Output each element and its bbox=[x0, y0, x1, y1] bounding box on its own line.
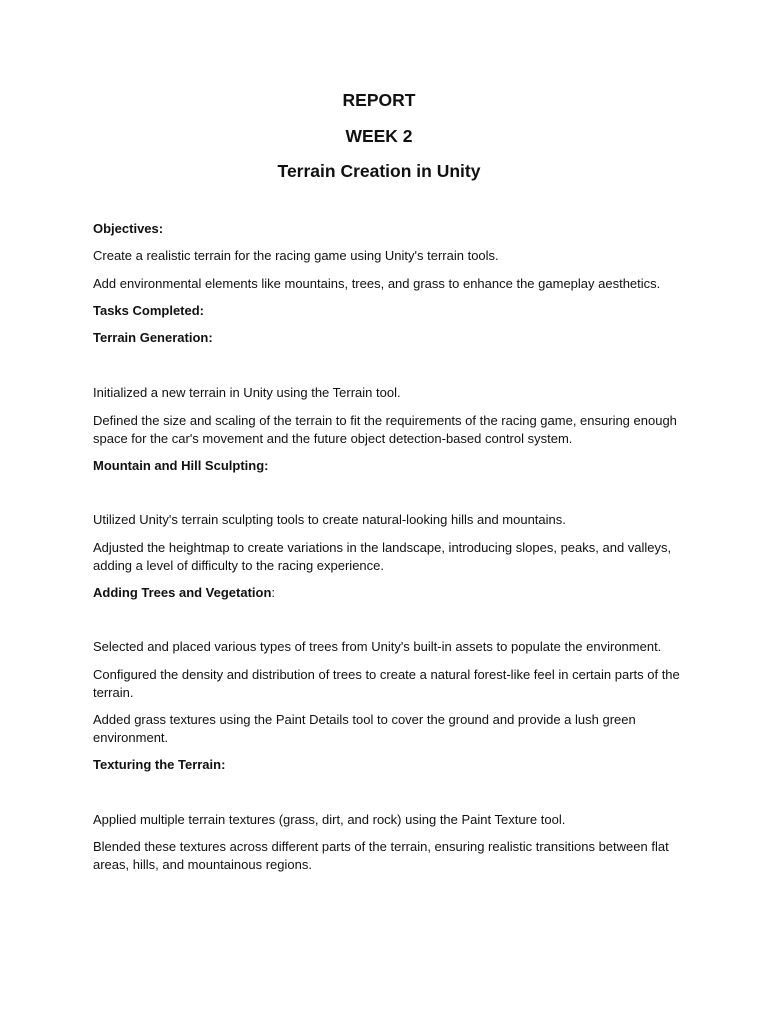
vegetation-heading-colon: : bbox=[271, 585, 276, 600]
objective-item-2: Add environmental elements like mountains, trees, and grass to enhance the gameplay aesthetics. bbox=[93, 276, 661, 291]
objective-item-1: Create a realistic terrain for the racing game using Unity's terrain tools. bbox=[93, 248, 499, 263]
sculpting-heading: Mountain and Hill Sculpting: bbox=[93, 458, 269, 473]
terrain-generation-item-1: Initialized a new terrain in Unity using the Terrain tool. bbox=[93, 385, 401, 400]
report-label: REPORT bbox=[342, 90, 416, 110]
sculpting-item-1: Utilized Unity's terrain sculpting tools to create natural-looking hills and mountains. bbox=[93, 512, 566, 527]
vegetation-item-1: Selected and placed various types of trees from Unity's built-in assets to populate the environment. bbox=[93, 639, 662, 654]
vegetation-heading: Adding Trees and Vegetation bbox=[93, 585, 272, 600]
terrain-generation-item-2: Defined the size and scaling of the terrain to fit the requirements of the racing game, ensuring enough space for the car's movement and the future object detection-based control system. bbox=[93, 413, 677, 446]
vegetation-item-3: Added grass textures using the Paint Details tool to cover the ground and provide a lush green environment. bbox=[93, 712, 636, 745]
vegetation-heading-line bbox=[93, 584, 683, 602]
sculpting-item-2: Adjusted the heightmap to create variations in the landscape, introducing slopes, peaks, and valleys, adding a level of difficulty to the racing experience. bbox=[93, 540, 672, 573]
texturing-item-1: Applied multiple terrain textures (grass, dirt, and rock) using the Paint Texture tool. bbox=[93, 812, 566, 827]
week-label: WEEK 2 bbox=[345, 126, 413, 146]
texturing-heading: Texturing the Terrain: bbox=[93, 757, 226, 772]
terrain-generation-heading: Terrain Generation: bbox=[93, 330, 213, 345]
document-title: Terrain Creation in Unity bbox=[277, 161, 481, 181]
vegetation-item-2: Configured the density and distribution of trees to create a natural forest-like feel in certain parts of the terrain. bbox=[93, 667, 680, 700]
texturing-item-2: Blended these textures across different parts of the terrain, ensuring realistic transitions between flat areas, hills, and mountainous regions. bbox=[93, 839, 669, 872]
objectives-heading: Objectives: bbox=[93, 221, 164, 236]
tasks-heading: Tasks Completed: bbox=[93, 303, 205, 318]
